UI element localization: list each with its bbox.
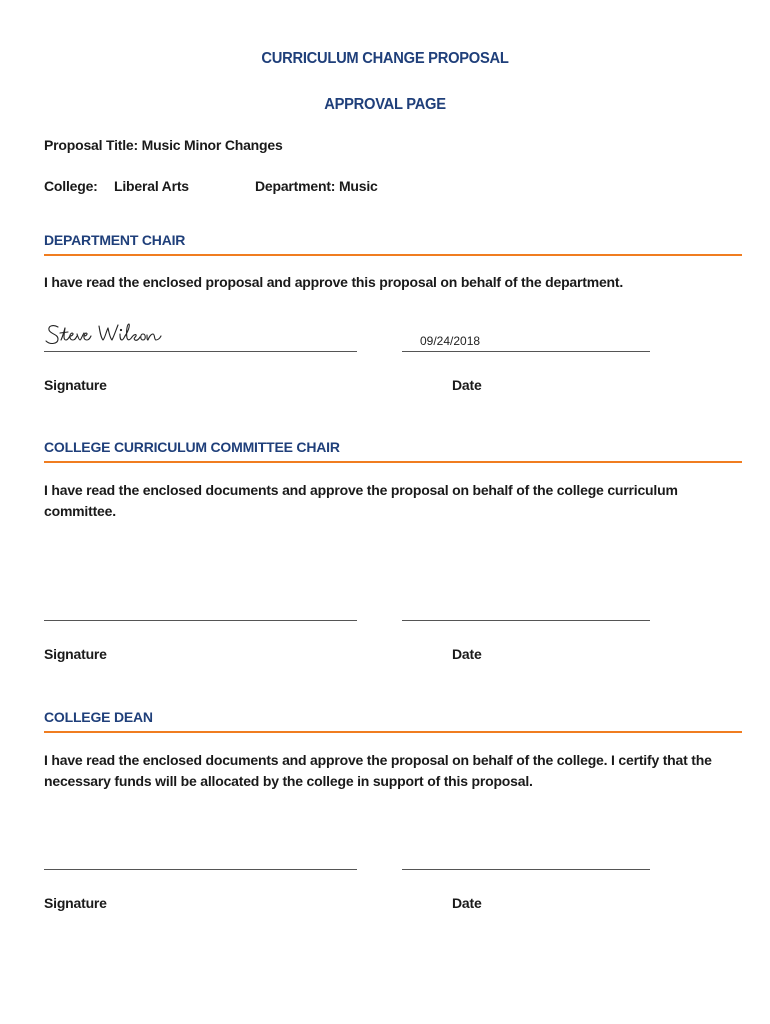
date-line[interactable]: [402, 351, 650, 352]
signature-label: Signature: [44, 377, 107, 393]
college-label: College:: [44, 178, 98, 194]
department-chair-statement: I have read the enclosed proposal and approve this proposal on behalf of the department.: [44, 274, 624, 290]
signature-label: Signature: [44, 895, 107, 911]
document-title: CURRICULUM CHANGE PROPOSAL: [261, 50, 509, 67]
section-heading-college-dean: COLLEGE DEAN: [44, 709, 742, 733]
section-heading-department-chair: DEPARTMENT CHAIR: [44, 232, 742, 256]
signature-line[interactable]: [44, 620, 357, 621]
date-line[interactable]: [402, 620, 650, 621]
committee-chair-statement: I have read the enclosed documents and approve the proposal on behalf of the college curriculum committee.: [44, 482, 678, 519]
date-label: Date: [452, 646, 482, 662]
date-label: Date: [452, 377, 482, 393]
college-dean-statement: I have read the enclosed documents and approve the proposal on behalf of the college. I certify that the necessary funds will be allocated by the college in support of this proposal.: [44, 752, 712, 789]
signature-line[interactable]: [44, 869, 357, 870]
document-subtitle: APPROVAL PAGE: [324, 96, 446, 113]
department-field: Department: Music: [255, 178, 378, 194]
section-heading-committee-chair: COLLEGE CURRICULUM COMMITTEE CHAIR: [44, 439, 742, 463]
date-value: 09/24/2018: [420, 334, 481, 348]
signature-image: [44, 318, 184, 352]
date-label: Date: [452, 895, 482, 911]
signature-text: Steve Wilson: [44, 318, 50, 319]
signature-line[interactable]: [44, 351, 357, 352]
proposal-title: Proposal Title: Music Minor Changes: [44, 137, 283, 153]
college-value: Liberal Arts: [114, 178, 189, 194]
date-line[interactable]: [402, 869, 650, 870]
signature-label: Signature: [44, 646, 107, 662]
